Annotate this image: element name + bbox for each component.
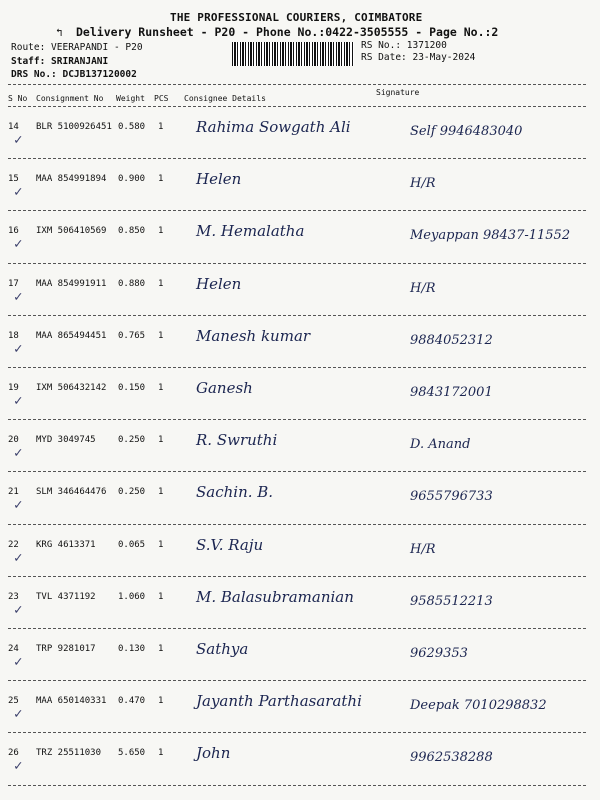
row-sno: 24 — [8, 644, 19, 654]
col-pcs: PCS — [154, 94, 169, 103]
row-pcs: 1 — [158, 330, 164, 341]
check-mark-icon: ✓ — [14, 601, 23, 618]
row-sno: 21 — [8, 487, 19, 498]
row-consignment: SLM 346464476 — [36, 487, 107, 498]
row-pcs: 1 — [158, 174, 164, 185]
row-signature: H/R — [410, 280, 436, 296]
row-signature: Self 9946483040 — [410, 124, 523, 139]
rs-date: RS Date: 23-May-2024 — [361, 52, 476, 63]
row-pcs: 1 — [158, 278, 164, 289]
row-consignment: MAA 865494451 — [36, 330, 107, 341]
row-sno: 14 — [8, 122, 19, 132]
row-divider — [8, 785, 586, 786]
row-weight: 5.650 — [118, 748, 146, 759]
check-mark-icon: ✓ — [14, 706, 23, 723]
row-pcs: 1 — [158, 435, 164, 446]
row-signature: 9884052312 — [410, 332, 493, 348]
row-consignee-name: S.V. Raju — [196, 535, 264, 554]
row-sno: 23 — [8, 591, 19, 602]
row-consignment: MYD 3049745 — [36, 435, 96, 446]
row-pcs: 1 — [158, 226, 164, 237]
row-divider — [8, 158, 586, 159]
row-divider — [8, 367, 586, 368]
row-weight: 0.470 — [118, 696, 146, 707]
drs-label: DRS No.: DCJB137120002 — [11, 69, 137, 80]
arrow-mark-icon: ↰ — [56, 26, 63, 39]
row-consignment: MAA 854991894 — [36, 174, 107, 185]
row-signature: H/R — [410, 176, 436, 192]
page-title: THE PROFESSIONAL COURIERS, COIMBATORE — [170, 11, 423, 24]
col-consignee: Consignee Details — [184, 94, 266, 103]
row-weight: 0.765 — [118, 330, 146, 341]
row-consignment: TRZ 25511030 — [36, 748, 102, 759]
row-sno: 18 — [8, 330, 19, 341]
row-signature: D. Anand — [410, 437, 471, 453]
row-pcs: 1 — [158, 487, 164, 498]
check-mark-icon: ✓ — [14, 549, 23, 566]
row-signature: Meyappan 98437-11552 — [410, 228, 571, 244]
row-consignment: KRG 4613371 — [36, 539, 96, 550]
row-consignee-name: Manesh kumar — [196, 326, 311, 345]
row-pcs: 1 — [158, 748, 164, 759]
row-signature: 9655796733 — [410, 489, 493, 505]
row-sno: 16 — [8, 226, 19, 237]
row-sno: 17 — [8, 278, 19, 289]
barcode-graphic — [232, 42, 354, 66]
row-weight: 0.580 — [118, 122, 146, 132]
row-weight: 1.060 — [118, 591, 146, 602]
check-mark-icon: ✓ — [14, 393, 23, 409]
check-mark-icon: ✓ — [14, 132, 23, 148]
row-divider — [8, 680, 586, 681]
row-consignment: TVL 4371192 — [36, 591, 96, 602]
rs-number: RS No.: 1371200 — [361, 40, 447, 51]
route-label: Route: VEERAPANDI - P20 — [11, 42, 143, 53]
row-signature: Deepak 7010298832 — [410, 698, 547, 714]
check-mark-icon: ✓ — [14, 497, 23, 514]
row-pcs: 1 — [158, 696, 164, 707]
row-consignee-name: R. Swruthi — [196, 431, 278, 450]
divider — [8, 84, 586, 85]
row-consignment: BLR 5100926451 — [36, 122, 112, 132]
row-consignee-name: Rahima Sowgath Ali — [196, 118, 351, 136]
row-consignee-name: Helen — [196, 170, 242, 189]
row-signature: 9843172001 — [410, 385, 493, 400]
row-divider — [8, 524, 586, 525]
row-pcs: 1 — [158, 539, 164, 550]
row-weight: 0.065 — [118, 539, 146, 550]
check-mark-icon: ✓ — [14, 445, 23, 462]
row-signature: 9629353 — [410, 646, 468, 661]
row-consignee-name: M. Balasubramanian — [196, 587, 354, 606]
row-signature: 9585512213 — [410, 593, 493, 609]
row-consignment: TRP 9281017 — [36, 644, 96, 654]
staff-label: Staff: SRIRANJANI — [11, 56, 109, 67]
row-consignee-name: Jayanth Parthasarathi — [196, 692, 362, 711]
check-mark-icon: ✓ — [14, 340, 23, 357]
check-mark-icon: ✓ — [14, 758, 23, 775]
row-pcs: 1 — [158, 591, 164, 602]
col-signature: Signature — [376, 88, 420, 97]
row-weight: 0.150 — [118, 383, 146, 393]
divider — [8, 106, 586, 107]
col-sno: S No — [8, 94, 28, 103]
row-sno: 22 — [8, 539, 19, 550]
row-signature: H/R — [410, 541, 436, 557]
row-consignee-name: M. Hemalatha — [196, 222, 305, 241]
row-consignee-name: Helen — [196, 274, 242, 293]
row-consignee-name: Sachin. B. — [196, 483, 274, 502]
row-sno: 25 — [8, 696, 19, 707]
row-weight: 0.250 — [118, 487, 146, 498]
row-consignment: MAA 854991911 — [36, 278, 107, 289]
row-divider — [8, 263, 586, 264]
row-divider — [8, 315, 586, 316]
check-mark-icon: ✓ — [14, 184, 23, 201]
row-consignee-name: Sathya — [196, 640, 249, 658]
row-pcs: 1 — [158, 383, 164, 393]
row-sno: 19 — [8, 383, 19, 393]
check-mark-icon: ✓ — [14, 288, 23, 305]
row-divider — [8, 471, 586, 472]
row-consignee-name: John — [196, 744, 231, 763]
row-pcs: 1 — [158, 644, 164, 654]
row-sno: 26 — [8, 748, 19, 759]
row-consignment: MAA 650140331 — [36, 696, 107, 707]
page-subtitle: Delivery Runsheet - P20 - Phone No.:0422-3505555 - Page No.:2 — [76, 25, 499, 39]
row-consignment: IXM 506410569 — [36, 226, 107, 237]
row-weight: 0.900 — [118, 174, 146, 185]
row-weight: 0.850 — [118, 226, 146, 237]
row-divider — [8, 732, 586, 733]
row-weight: 0.130 — [118, 644, 146, 654]
row-sno: 15 — [8, 174, 19, 185]
row-divider — [8, 628, 586, 629]
row-divider — [8, 419, 586, 420]
row-pcs: 1 — [158, 122, 164, 132]
row-consignee-name: Ganesh — [196, 379, 253, 397]
col-weight: Weight — [116, 94, 145, 103]
row-divider — [8, 576, 586, 577]
row-signature: 9962538288 — [410, 750, 493, 766]
row-sno: 20 — [8, 435, 19, 446]
row-consignment: IXM 506432142 — [36, 383, 107, 393]
row-weight: 0.880 — [118, 278, 146, 289]
check-mark-icon: ✓ — [14, 654, 23, 670]
check-mark-icon: ✓ — [14, 236, 23, 253]
row-weight: 0.250 — [118, 435, 146, 446]
row-divider — [8, 210, 586, 211]
col-consignment: Consignment No — [36, 94, 104, 103]
